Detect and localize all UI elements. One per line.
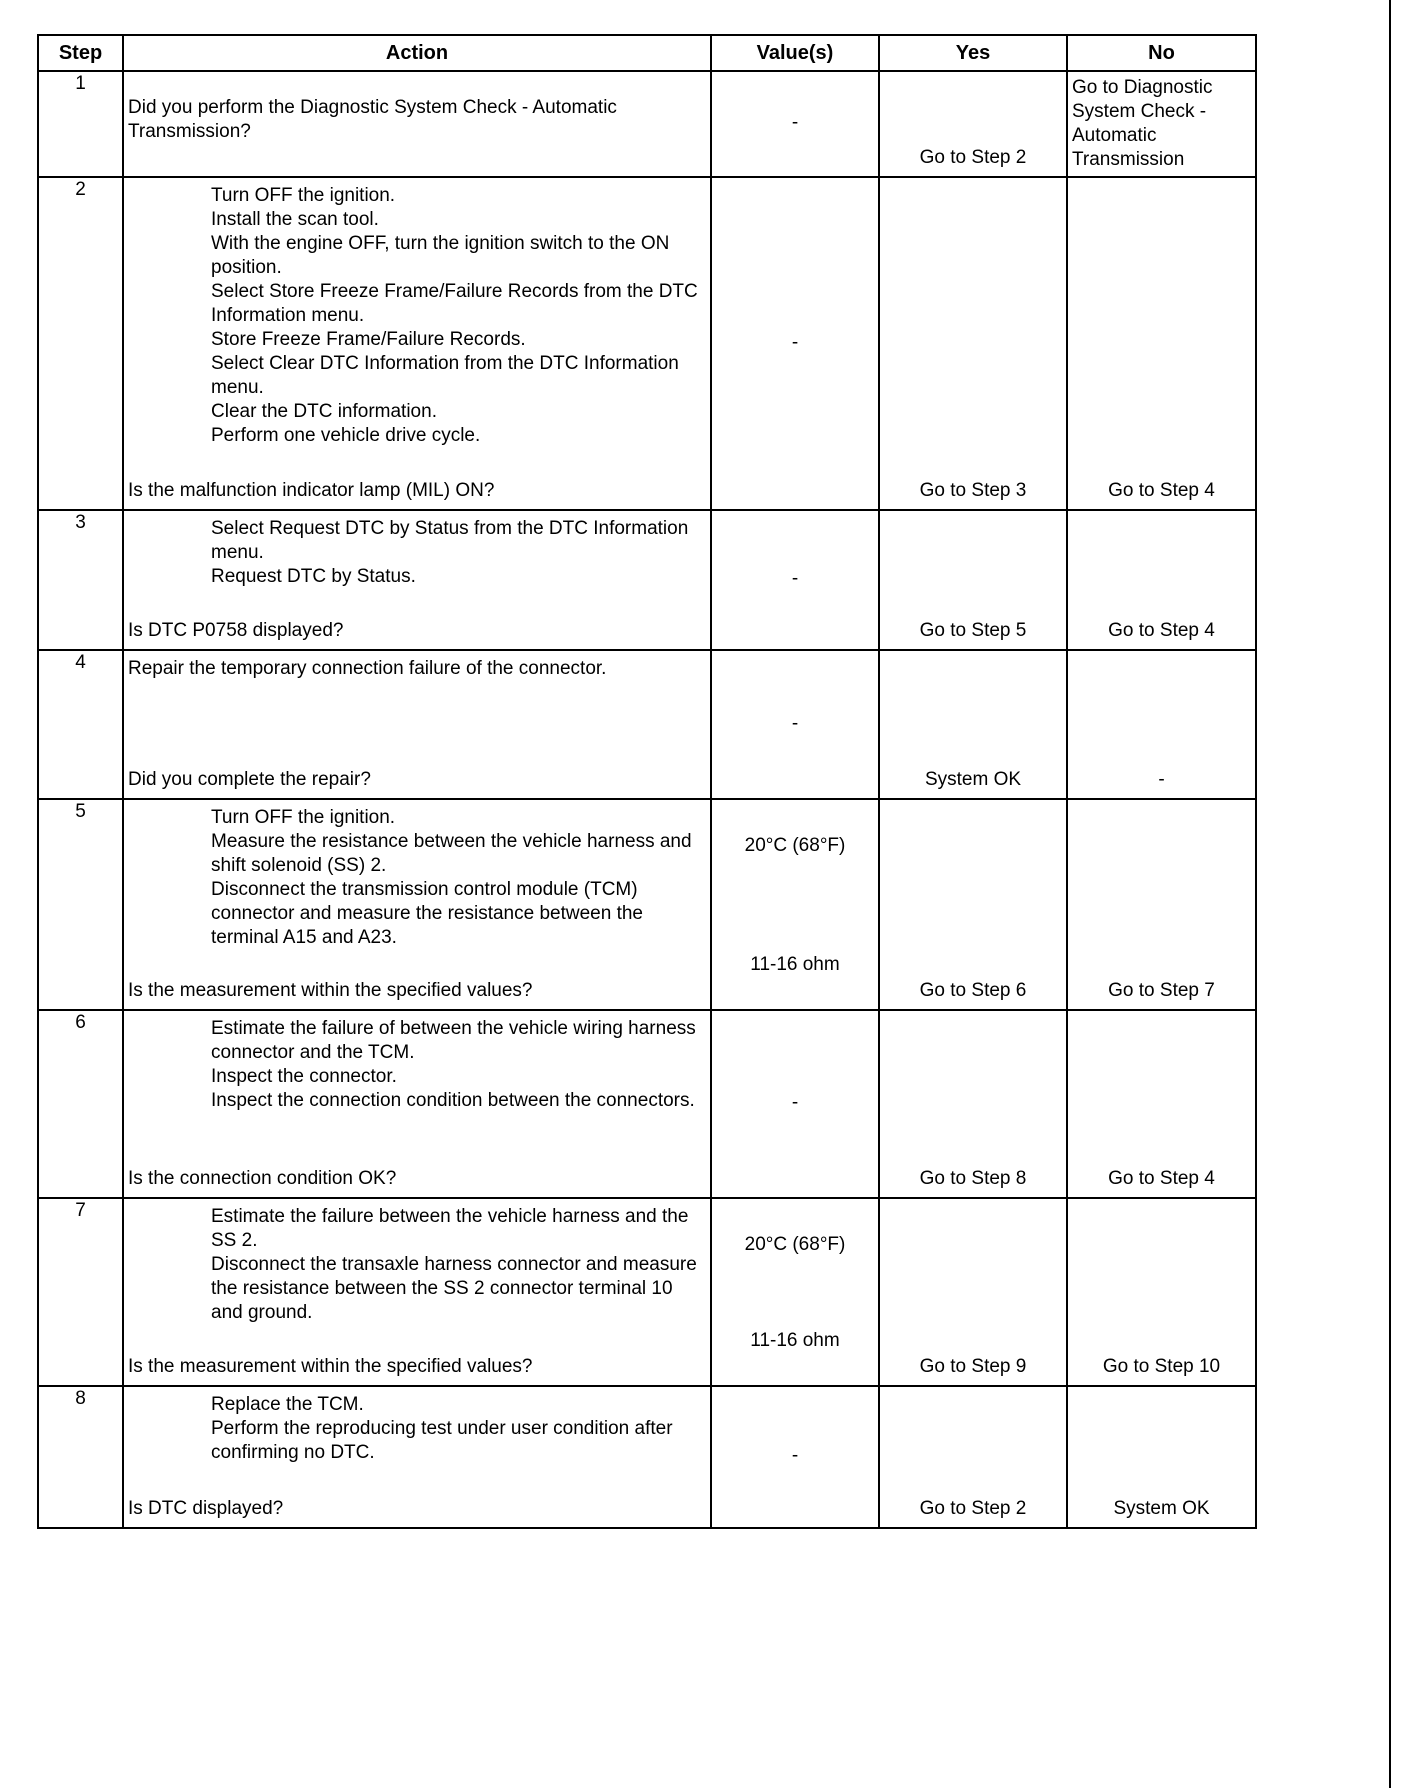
value-cell: - (791, 712, 799, 734)
yes-cell: Go to Step 8 (919, 1168, 1027, 1189)
action-step: Disconnect the transaxle harness connector and measure the resistance between the SS 2 connector terminal 10 and ground. (211, 1254, 697, 1323)
action-steps (211, 1017, 704, 1113)
value-cell: - (791, 1445, 799, 1466)
yes-cell: Go to Step 5 (919, 620, 1027, 641)
header-action: Action (123, 35, 711, 71)
action-step: Turn OFF the ignition. (211, 807, 396, 828)
table-row (38, 1010, 1256, 1198)
yes-cell: System OK (924, 769, 1022, 790)
no-cell: System OK (1113, 1498, 1210, 1519)
action-step: Disconnect the transmission control module (TCM) connector and measure the resistance between the terminal A15 and A23. (211, 879, 643, 948)
action-step: Turn OFF the ignition. (211, 185, 396, 206)
temperature-value: 20°C (68°F) (744, 1234, 846, 1255)
yes-cell: Go to Step 3 (919, 480, 1027, 501)
yes-cell: Go to Step 6 (919, 980, 1027, 1001)
no-cell: - (1158, 769, 1165, 790)
yes-cell: Go to Step 2 (919, 1498, 1027, 1519)
action-steps (211, 517, 704, 589)
header-row (38, 35, 1256, 71)
action-step: Replace the TCM. (211, 1394, 364, 1415)
action-step: Inspect the connector. (211, 1066, 397, 1087)
action-steps (211, 806, 704, 950)
table-row (38, 799, 1256, 1010)
step-number: 4 (38, 650, 123, 799)
action-question: Is the connection condition OK? (128, 1168, 397, 1189)
action-step: Estimate the failure between the vehicle harness and the SS 2. (211, 1206, 689, 1251)
value-cell: - (791, 568, 799, 589)
action-step: Select Request DTC by Status from the DTC Information menu. (211, 518, 689, 563)
header-step: Step (38, 35, 123, 71)
action-step: Inspect the connection condition between the connectors. (211, 1090, 695, 1111)
no-cell: Go to Step 10 (1102, 1356, 1221, 1377)
action-question: Is the measurement within the specified values? (128, 980, 533, 1001)
action-text: Did you perform the Diagnostic System Check - Automatic Transmission? (128, 97, 617, 142)
temperature-value: 20°C (68°F) (744, 835, 846, 856)
table-row (38, 71, 1256, 177)
action-step: Install the scan tool. (211, 209, 379, 230)
no-cell: Go to Step 4 (1108, 1168, 1215, 1189)
action-steps (211, 1205, 704, 1325)
table-row (38, 177, 1256, 510)
resistance-value: 11-16 ohm (750, 954, 840, 975)
action-step: Request DTC by Status. (211, 566, 416, 587)
action-question: Is DTC P0758 displayed? (128, 620, 344, 641)
action-step: Select Clear DTC Information from the DTC Information menu. (211, 353, 679, 398)
table-row (38, 510, 1256, 650)
step-number: 5 (38, 799, 123, 1010)
no-cell: Go to Diagnostic System Check - Automatic Transmission (1072, 77, 1213, 170)
action-question: Did you complete the repair? (128, 769, 371, 790)
table-row (38, 650, 1256, 799)
step-number: 2 (38, 177, 123, 510)
action-question: Is the malfunction indicator lamp (MIL) ON? (128, 480, 495, 501)
action-step: Perform one vehicle drive cycle. (211, 425, 481, 446)
action-steps (211, 1393, 704, 1465)
action-question: Is DTC displayed? (128, 1498, 284, 1519)
no-cell: Go to Step 4 (1108, 480, 1215, 501)
page-edge-rule (1389, 0, 1391, 1788)
yes-cell: Go to Step 9 (919, 1356, 1027, 1377)
table-row (38, 1198, 1256, 1386)
header-yes: Yes (879, 35, 1067, 71)
yes-cell: Go to Step 2 (919, 147, 1027, 168)
action-step: Select Store Freeze Frame/Failure Records from the DTC Information menu. (211, 281, 698, 326)
no-cell: Go to Step 7 (1108, 980, 1215, 1001)
value-cell: - (791, 331, 799, 353)
step-number: 7 (38, 1198, 123, 1386)
value-cell: - (791, 1092, 799, 1113)
table-row (38, 1386, 1256, 1528)
resistance-value: 11-16 ohm (750, 1330, 840, 1351)
diagnostic-table (37, 34, 1257, 1529)
header-no: No (1067, 35, 1256, 71)
action-step: Measure the resistance between the vehicle harness and shift solenoid (SS) 2. (211, 831, 692, 876)
action-step: Perform the reproducing test under user condition after confirming no DTC. (211, 1418, 673, 1463)
step-number: 3 (38, 510, 123, 650)
action-text: Repair the temporary connection failure of the connector. (128, 658, 607, 679)
step-number: 8 (38, 1386, 123, 1528)
step-number: 1 (38, 71, 123, 177)
action-question: Is the measurement within the specified values? (128, 1356, 533, 1377)
header-values: Value(s) (711, 35, 879, 71)
value-cell: - (791, 112, 799, 133)
no-cell: Go to Step 4 (1108, 620, 1215, 641)
action-step: Estimate the failure of between the vehicle wiring harness connector and the TCM. (211, 1018, 696, 1063)
action-step: Clear the DTC information. (211, 401, 437, 422)
step-number: 6 (38, 1010, 123, 1198)
action-step: With the engine OFF, turn the ignition switch to the ON position. (211, 233, 670, 278)
action-steps (211, 184, 704, 448)
action-step: Store Freeze Frame/Failure Records. (211, 329, 526, 350)
